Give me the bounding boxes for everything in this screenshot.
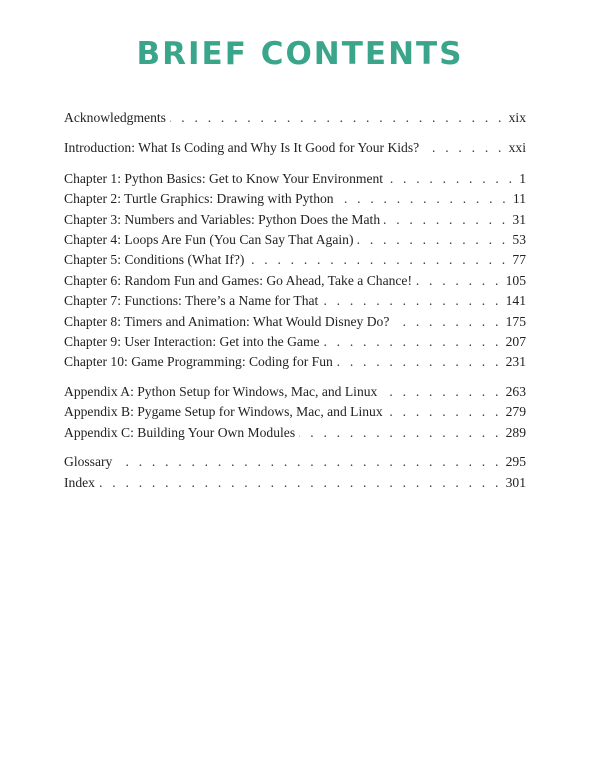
dot-leader (99, 473, 502, 493)
toc-entry-label: Chapter 7: Functions: There’s a Name for That (64, 293, 319, 309)
toc-entry[interactable] (64, 352, 526, 372)
toc-entry-page: xxi (508, 140, 526, 156)
toc-entry[interactable] (64, 402, 526, 422)
toc-entry-page: xix (508, 110, 526, 125)
dot-leader (387, 402, 502, 422)
toc-entry-page: 289 (505, 424, 526, 440)
dot-leader (324, 332, 502, 352)
dot-leader (170, 108, 505, 128)
toc-entry-page: 231 (505, 354, 526, 370)
toc-entry-page: 207 (505, 334, 526, 350)
toc-entry-label: Chapter 6: Random Fun and Games: Go Ahead, Take a Chance! (64, 272, 412, 288)
dot-leader (387, 169, 515, 189)
toc-entry-label: Glossary (64, 454, 113, 470)
toc-group-back-matter (64, 452, 526, 493)
toc-entry-label: Appendix A: Python Setup for Windows, Mac, and Linux (64, 383, 378, 399)
toc-entry[interactable] (64, 189, 526, 209)
dot-leader (384, 210, 508, 230)
toc-entry[interactable] (64, 312, 526, 332)
dot-leader (357, 230, 508, 250)
dot-leader (393, 312, 501, 332)
toc-entry[interactable] (64, 291, 526, 311)
page-title: BRIEF CONTENTS (136, 36, 464, 72)
toc-entry-page: 1 (519, 170, 526, 186)
toc-entry-label: Chapter 1: Python Basics: Get to Know Your Environment (64, 170, 384, 186)
toc-entry[interactable] (64, 423, 526, 443)
toc-entry-page: 11 (512, 191, 526, 207)
table-of-contents (64, 108, 526, 493)
toc-entry-label: Acknowledgments (64, 110, 166, 125)
dot-leader (416, 271, 502, 291)
toc-group-chapters (64, 169, 526, 373)
toc-entry-label: Introduction: What Is Coding and Why Is It Good for Your Kids? (64, 140, 420, 156)
toc-entry-label: Chapter 2: Turtle Graphics: Drawing with Python (64, 191, 334, 207)
toc-entry[interactable] (64, 473, 526, 493)
toc-entry-page: 31 (512, 211, 526, 227)
toc-entry-page: 263 (505, 383, 526, 399)
toc-entry-label: Chapter 5: Conditions (What If?) (64, 252, 245, 268)
dot-leader (423, 138, 504, 158)
toc-entry-page: 105 (505, 272, 526, 288)
toc-group-introduction (64, 138, 526, 158)
toc-entry[interactable] (64, 382, 526, 402)
toc-entry[interactable] (64, 210, 526, 230)
toc-entry-page: 53 (512, 232, 526, 248)
toc-entry-label: Chapter 4: Loops Are Fun (You Can Say That Again) (64, 232, 354, 248)
toc-entry-page: 77 (512, 252, 526, 268)
toc-entry[interactable] (64, 169, 526, 189)
toc-entry-label: Appendix C: Building Your Own Modules (64, 424, 296, 440)
toc-entry-page: 279 (505, 404, 526, 420)
dot-leader (299, 423, 501, 443)
toc-entry[interactable] (64, 108, 526, 128)
toc-entry-label: Index (64, 474, 95, 490)
toc-entry-page: 141 (505, 293, 526, 309)
toc-entry-label: Chapter 9: User Interaction: Get into the Game (64, 334, 320, 350)
toc-entry-page: 175 (505, 313, 526, 329)
toc-group-appendices (64, 382, 526, 443)
toc-entry[interactable] (64, 332, 526, 352)
toc-group-acknowledgments (64, 108, 526, 128)
dot-leader (248, 250, 508, 270)
toc-entry-page: 301 (505, 474, 526, 490)
toc-entry[interactable] (64, 250, 526, 270)
toc-entry[interactable] (64, 271, 526, 291)
toc-entry-page: 295 (505, 454, 526, 470)
toc-entry-label: Chapter 3: Numbers and Variables: Python Does the Math (64, 211, 381, 227)
dot-leader (381, 382, 501, 402)
dot-leader (338, 189, 509, 209)
toc-entry[interactable] (64, 452, 526, 472)
toc-entry[interactable] (64, 230, 526, 250)
dot-leader (337, 352, 502, 372)
dot-leader (322, 291, 501, 311)
toc-entry-label: Chapter 10: Game Programming: Coding for Fun (64, 354, 333, 370)
dot-leader (116, 452, 501, 472)
toc-entry-label: Appendix B: Pygame Setup for Windows, Mac, and Linux (64, 404, 383, 420)
toc-entry-label: Chapter 8: Timers and Animation: What Would Disney Do? (64, 313, 390, 329)
toc-entry[interactable] (64, 138, 526, 158)
